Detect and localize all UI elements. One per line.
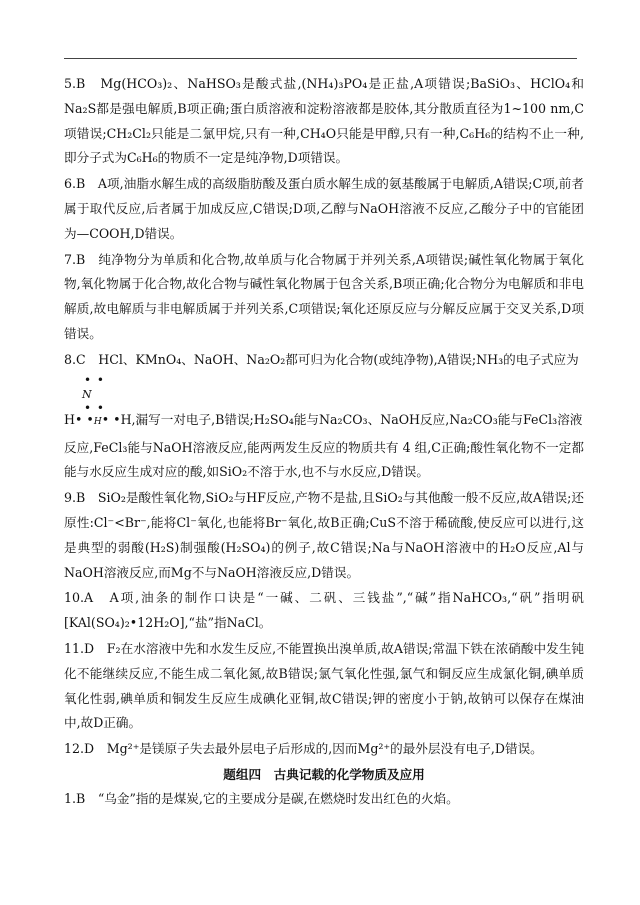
answer-10: 10.A A项,油条的制作口诀是“一碱、二矾、三钱盐”,“碱”指NaHCO₃,“矾”指明矾[KAl(SO₄)₂•12H₂O],“盐”指NaCl。 <box>64 590 584 631</box>
left-hydrogen: H• • <box>64 411 94 427</box>
answer-11: 11.D F₂在水溶液中先和水发生反应,不能置换出溴单质,故A错误;常温下铁在浓硝酸中发生钝化不能继续反应,不能生成二氧化氮,故B错误;氯气氧化性强,氯气和铜反应生成氯化铜,碘单质氧化性弱,碘单质和铜发生反应生成碘化亚铜,故C错误;钾的密度小于钠,故钠可以保存在煤油中,故D正确。 <box>64 640 584 731</box>
answer-7: 7.B 纯净物分为单质和化合物,故单质与化合物属于并列关系,A项错误;碱性氧化物属于氧化物,氧化物属于化合物,故化合物与碱性氧化物属于包含关系,B项正确;化合物分为电解质和非电解质,故电解质与非电解质属于并列关系,C项错误;氧化还原反应与分解反应属于交叉关系,D项错误。 <box>64 251 584 341</box>
electron-dots-top: • • <box>84 372 105 387</box>
section-title: 题组四 古典记载的化学物质及应用 <box>223 766 425 782</box>
answer-8-part-b-text: • •H,漏写一对电子,B错误;H₂SO₄能与Na₂CO₃、NaOH反应,Na₂CO₃能与FeCl₃溶液 <box>101 411 583 427</box>
bottom-hydrogen: H <box>93 416 102 427</box>
answer-12: 12.D Mg²⁺是镁原子失去最外层电子后形成的,因而Mg²⁺的最外层没有电子,D错误。 <box>64 741 543 757</box>
answer-6: 6.B A项,油脂水解生成的高级脂肪酸及蛋白质水解生成的氨基酸属于电解质,A错误;C项,前者属于取代反应,后者属于加成反应,C错误;D项,乙醇与NaOH溶液不反应,乙酸分子中的官能团为—COOH,D错误。 <box>64 176 584 241</box>
answer-8-part-b <box>64 408 584 435</box>
answer-5: 5.B Mg(HCO₃)₂、NaHSO₃是酸式盐,(NH₄)₃PO₄是正盐,A项错误;BaSiO₃、HClO₄和Na₂S都是强电解质,B项正确;蛋白质溶液和淀粉溶液都是胶体,其分散质直径为1~100 nm,C项错误;CH₂Cl₂只能是二氯甲烷,只有一种,CH₄O只能是甲醇,只有一种,C₆H₆的结构不止一种,即分子式为C₆H₆的物质不一定是纯净物,D项错误。 <box>64 76 584 166</box>
answer-content <box>64 72 584 813</box>
section4-answer-1: 1.B “乌金”指的是煤炭,它的主要成分是碳,在燃烧时发出红色的火焰。 <box>64 790 459 806</box>
nh3-electron-formula <box>64 374 584 436</box>
answer-8-part-c: 反应,FeCl₃能与NaOH溶液反应,能两两发生反应的物质共有 4 组,C正确;酸性氧化物不一定都能与水反应生成对应的酸,如SiO₂不溶于水,也不与水反应,D错误。 <box>64 439 584 480</box>
answer-8-part-a: 8.C HCl、KMnO₄、NaOH、Na₂O₂都可归为化合物(或纯净物),A错误;NH₃的电子式应为 <box>64 351 579 367</box>
answer-9: 9.B SiO₂是酸性氧化物,SiO₂与HF反应,产物不是盐,且SiO₂与其他酸一般不反应,故A错误;还原性:Cl⁻<Br⁻,能将Cl⁻氧化,也能将Br⁻氧化,故B正确;CuS不溶于稀硫酸,使反应可以进行,这是典型的弱酸(H₂S)制强酸(H₂SO₄)的例子,故C错误;Na与NaOH溶液中的H₂O反应,Al与NaOH溶液反应,而Mg不与NaOH溶液反应,D错误。 <box>64 490 584 580</box>
header-rule <box>64 58 577 59</box>
electron-dots-middle: • • <box>84 400 105 415</box>
nitrogen-symbol: N <box>82 387 92 401</box>
